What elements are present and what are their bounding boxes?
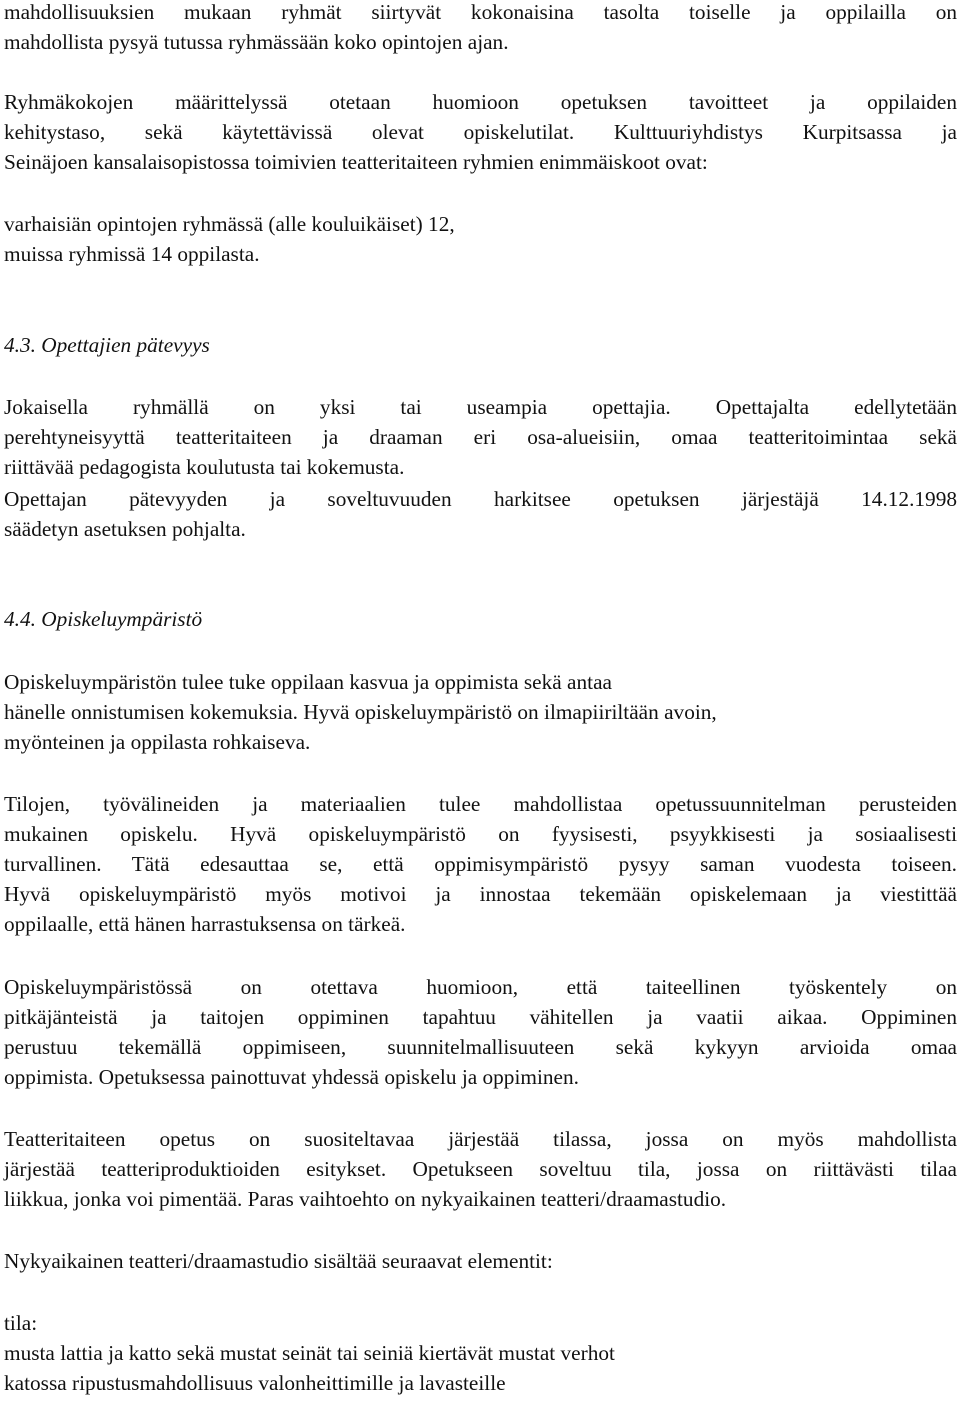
text-line: kehitystaso, sekä käytettävissä olevat opiskelutilat. Kulttuuriyhdistys Kurpitsassa ja <box>4 120 957 144</box>
text-line: myönteinen ja oppilasta rohkaiseva. <box>4 730 311 754</box>
text-line: perehtyneisyyttä teatteritaiteen ja draaman eri osa-alueisiin, omaa teatteritoimintaa sekä <box>4 425 957 449</box>
text-line: mukainen opiskelu. Hyvä opiskeluympäristö on fyysisesti, psyykkisesti ja sosiaalisesti <box>4 822 957 846</box>
list-item: musta lattia ja katto sekä mustat seinät tai seiniä kiertävät mustat verhot <box>4 1341 615 1365</box>
text-line: mahdollisuuksien mukaan ryhmät siirtyvät kokonaisina tasolta toiselle ja oppilailla on <box>4 0 957 24</box>
text-line: Jokaisella ryhmällä on yksi tai useampia opettajia. Opettajalta edellytetään <box>4 395 957 419</box>
list-label: tila: <box>4 1311 38 1335</box>
text-line: turvallinen. Tätä edesauttaa se, että oppimisympäristö pysyy saman vuodesta toiseen. <box>4 852 957 876</box>
text-line: riittävää pedagogista koulutusta tai kokemusta. <box>4 455 405 479</box>
text-line: Seinäjoen kansalaisopistossa toimivien teatteritaiteen ryhmien enimmäiskoot ovat: <box>4 150 708 174</box>
section-heading: 4.4. Opiskeluympäristö <box>4 607 203 631</box>
text-line: oppimista. Opetuksessa painottuvat yhdessä opiskelu ja oppiminen. <box>4 1065 579 1089</box>
text-line: säädetyn asetuksen pohjalta. <box>4 517 246 541</box>
text-line: pitkäjänteistä ja taitojen oppiminen tapahtuu vähitellen ja vaatii aikaa. Oppiminen <box>4 1005 957 1029</box>
text-line: Tilojen, työvälineiden ja materiaalien tulee mahdollistaa opetussuunnitelman perusteiden <box>4 792 957 816</box>
text-line: järjestää teatteriproduktioiden esitykset. Opetukseen soveltuu tila, jossa on riittävästi tilaa <box>4 1157 957 1181</box>
text-line: Opettajan pätevyyden ja soveltuvuuden harkitsee opetuksen järjestäjä 14.12.1998 <box>4 487 957 511</box>
text-line: oppilaalle, että hänen harrastuksensa on tärkeä. <box>4 912 406 936</box>
text-line: Ryhmäkokojen määrittelyssä otetaan huomioon opetuksen tavoitteet ja oppilaiden <box>4 90 957 114</box>
text-line: Opiskeluympäristön tulee tuke oppilaan kasvua ja oppimista sekä antaa <box>4 670 612 694</box>
list-item: katossa ripustusmahdollisuus valonheittimille ja lavasteille <box>4 1371 506 1395</box>
text-line: Opiskeluympäristössä on otettava huomioon, että taiteellinen työskentely on <box>4 975 957 999</box>
text-line: Teatteritaiteen opetus on suositeltavaa järjestää tilassa, jossa on myös mahdollista <box>4 1127 957 1151</box>
text-line: hänelle onnistumisen kokemuksia. Hyvä opiskeluympäristö on ilmapiiriltään avoin, <box>4 700 717 724</box>
text-line: mahdollista pysyä tutussa ryhmässään koko opintojen ajan. <box>4 30 509 54</box>
text-line: muissa ryhmissä 14 oppilasta. <box>4 242 260 266</box>
text-line: liikkua, jonka voi pimentää. Paras vaihtoehto on nykyaikainen teatteri/draamastudio. <box>4 1187 727 1211</box>
text-line: perustuu tekemällä oppimiseen, suunnitelmallisuuteen sekä kykyyn arvioida omaa <box>4 1035 957 1059</box>
text-line: Hyvä opiskeluympäristö myös motivoi ja innostaa tekemään opiskelemaan ja viestittää <box>4 882 957 906</box>
text-line: Nykyaikainen teatteri/draamastudio sisältää seuraavat elementit: <box>4 1249 553 1273</box>
text-line: varhaisiän opintojen ryhmässä (alle kouluikäiset) 12, <box>4 212 455 236</box>
section-heading: 4.3. Opettajien pätevyys <box>4 333 210 357</box>
